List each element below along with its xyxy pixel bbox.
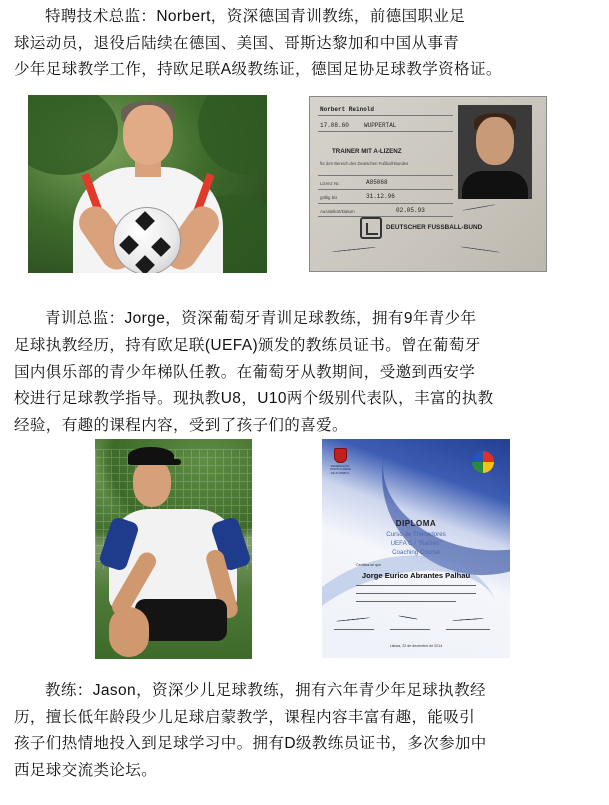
bio-line: 球运动员，退役后陆续在德国、美国、哥斯达黎加和中国从事青	[14, 34, 460, 52]
license-portrait	[458, 105, 532, 199]
coach-bio-jason	[14, 677, 594, 783]
bio-line: 足球执教经历，持有欧足联(UEFA)颁发的教练员证书。曾在葡萄牙	[14, 336, 481, 354]
program-emblem-icon	[472, 451, 494, 473]
fpf-crest-icon	[334, 448, 347, 463]
bio-line: 西足球交流类论坛。	[14, 761, 158, 779]
bio-line: 教练：Jason，资深少儿足球教练，拥有六年青少年足球执教经	[45, 681, 486, 699]
norbert-photo	[28, 95, 267, 273]
bio-line: 孩子们热情地投入到足球学习中。拥有D级教练员证书，多次参加中	[14, 734, 487, 752]
bio-line: 历，擅长低年龄段少儿足球启蒙教学，课程内容丰富有趣，能吸引	[14, 708, 476, 726]
bio-line: 青训总监：Jorge，资深葡萄牙青训足球教练，拥有9年青少年	[45, 309, 477, 327]
bio-line: 经验，有趣的课程内容，受到了孩子们的喜爱。	[14, 416, 348, 434]
coach-bio-norbert	[14, 3, 594, 83]
diploma-certificate: FEDERAÇÃO PORTUGUESA DE FUTEBOL DIPLOMA Curso de Treinadores UEFA C / "Raízes" Coaching Course Certifica-se que Jorge Eurico Abrantes Palhau Lisboa, 22 de dezembro de 2014	[322, 439, 510, 658]
coach-bio-jorge	[14, 305, 594, 438]
bio-line: 国内俱乐部的青少年梯队任教。在葡萄牙从教期间，受邀到西安学	[14, 363, 476, 381]
jorge-photo	[95, 439, 252, 659]
dfb-logo-icon	[360, 217, 382, 239]
football-icon	[113, 207, 181, 273]
bio-line: 校进行足球教学指导。现执教U8，U10两个级别代表队，丰富的执教	[14, 389, 494, 407]
bio-line: 少年足球教学工作，持欧足联A级教练证，德国足协足球教学资格证。	[14, 60, 502, 78]
bio-line: 特聘技术总监：Norbert，资深德国青训教练，前德国职业足	[45, 7, 466, 25]
license-card: Norbert Reinold 17.08.60 WUPPERTAL TRAINER MIT A-LIZENZ für den Bereich des Deutschen Fußball-Bundes Lizenz Nr. A85068 gültig bis 31.12.96 Ausstellort/Datum 02.05.93 DEUTSCHER FUSSBALL-BUND	[309, 96, 547, 272]
